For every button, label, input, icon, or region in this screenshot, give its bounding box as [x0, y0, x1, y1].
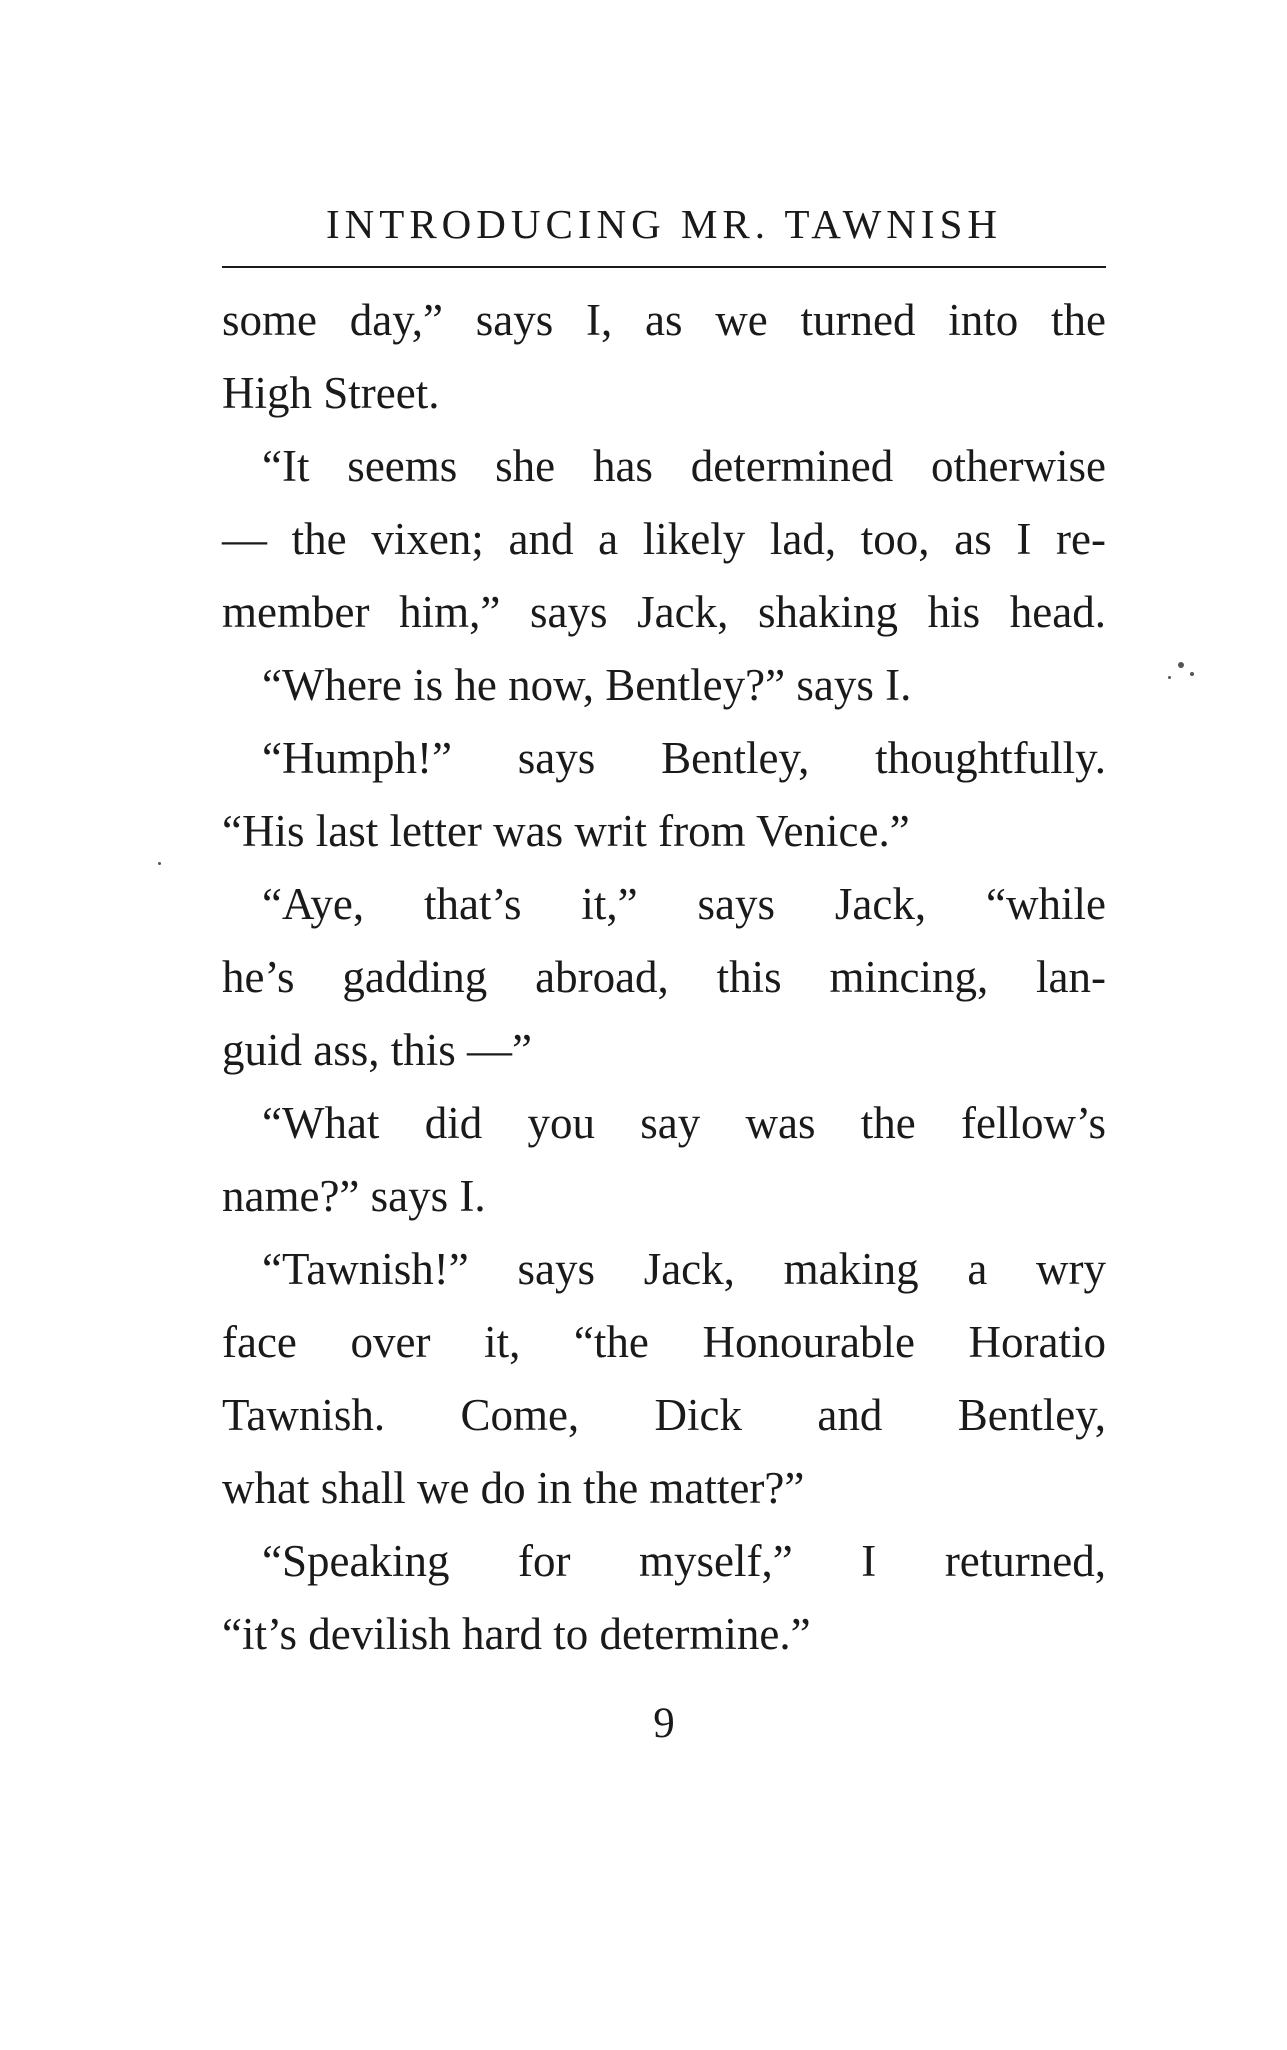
text-line: “Tawnish!” says Jack, making a wry: [262, 1244, 1106, 1294]
text-line: member him,” says Jack, shaking his head.: [222, 587, 1106, 637]
print-speck: [1178, 662, 1184, 668]
text-line: High Street.: [222, 368, 440, 418]
text-line: “Aye, that’s it,” says Jack, “while: [262, 879, 1106, 929]
text-line: “Speaking for myself,” I returned,: [262, 1536, 1106, 1586]
text-line: “His last letter was writ from Venice.”: [222, 806, 910, 856]
text-line: Tawnish. Come, Dick and Bentley,: [222, 1390, 1106, 1440]
text-line: some day,” says I, as we turned into the: [222, 295, 1106, 345]
text-line: “What did you say was the fellow’s: [262, 1098, 1106, 1148]
page-number: 9: [653, 1700, 675, 1747]
text-line: “Humph!” says Bentley, thoughtfully.: [262, 733, 1106, 783]
text-line: face over it, “the Honourable Horatio: [222, 1317, 1106, 1367]
print-speck: [1168, 676, 1171, 679]
text-line: “it’s devilish hard to determine.”: [222, 1609, 811, 1659]
print-speck: [1190, 672, 1194, 676]
text-line: he’s gadding abroad, this mincing, lan-: [222, 952, 1106, 1002]
text-line: guid ass, this —”: [222, 1025, 532, 1075]
text-line: “It seems she has determined otherwise: [262, 441, 1106, 491]
running-head: INTRODUCING MR. TAWNISH: [326, 201, 1002, 247]
print-speck: [158, 862, 161, 865]
text-line: name?” says I.: [222, 1171, 486, 1221]
header-rule: [222, 266, 1106, 268]
text-line: “Where is he now, Bentley?” says I.: [262, 660, 912, 710]
text-line: — the vixen; and a likely lad, too, as I re-: [222, 514, 1106, 564]
text-line: what shall we do in the matter?”: [222, 1463, 805, 1513]
